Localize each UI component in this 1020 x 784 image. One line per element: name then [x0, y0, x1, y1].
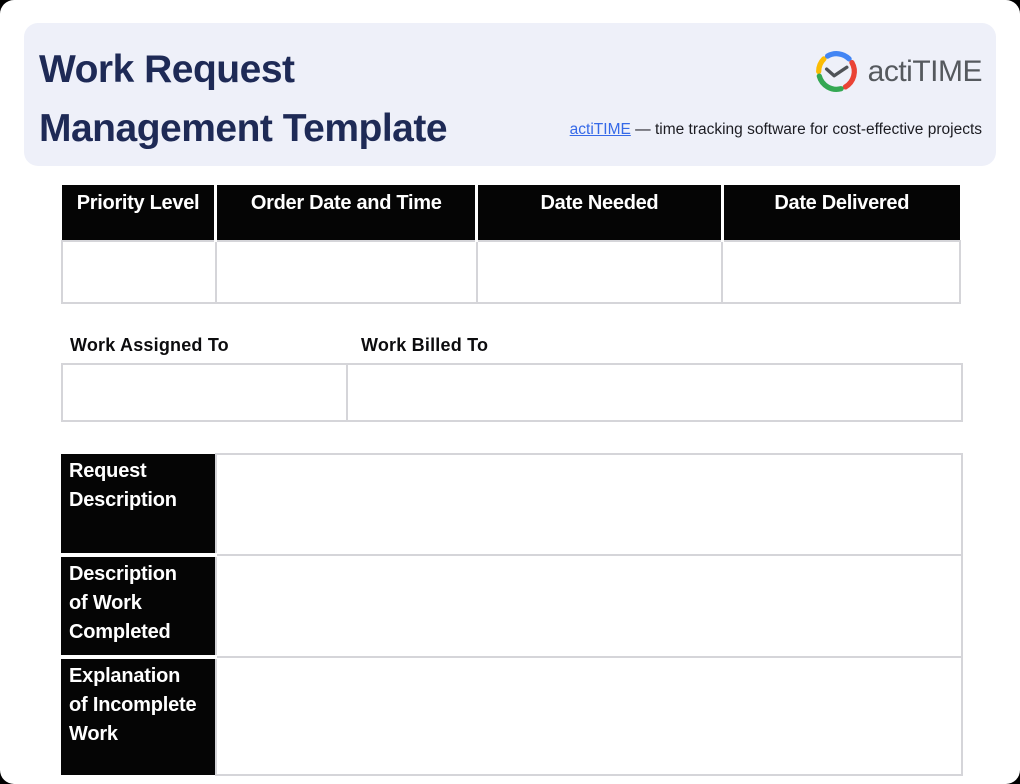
tagline: [570, 121, 982, 139]
column-header-date-delivered: Date Delivered: [722, 185, 960, 241]
date-delivered-cell[interactable]: [722, 241, 960, 303]
priority-table: [61, 185, 961, 304]
table-row: [62, 364, 962, 421]
work-assigned-to-label: Work Assigned To: [70, 335, 229, 355]
date-needed-cell[interactable]: [477, 241, 722, 303]
request-description-label: Request Description: [61, 454, 216, 555]
work-completed-description-label: Description of Work Completed: [61, 555, 216, 657]
actitime-clock-icon: [814, 49, 859, 94]
header-card: [24, 23, 996, 166]
request-description-cell[interactable]: [216, 454, 962, 555]
column-header-order-date-time: Order Date and Time: [216, 185, 477, 241]
actitime-link[interactable]: actiTIME: [569, 121, 631, 138]
table-row: [61, 454, 962, 555]
work-assigned-to-cell[interactable]: [62, 364, 347, 421]
template-body: [61, 185, 963, 776]
column-header-priority-level: Priority Level: [62, 185, 216, 241]
priority-level-cell[interactable]: [62, 241, 216, 303]
order-date-time-cell[interactable]: [216, 241, 477, 303]
table-row: [61, 555, 962, 657]
column-header-date-needed: Date Needed: [477, 185, 722, 241]
details-table: [61, 453, 963, 776]
work-billed-to-label: Work Billed To: [361, 335, 489, 355]
brand-logo: [814, 49, 982, 94]
incomplete-work-explanation-label: Explanation of Incomplete Work: [61, 657, 216, 775]
tagline-text: — time tracking software for cost-effective projects: [630, 121, 982, 138]
assignment-labels: [61, 335, 963, 356]
incomplete-work-explanation-cell[interactable]: [216, 657, 962, 775]
table-row: [61, 657, 962, 775]
work-completed-description-cell[interactable]: [216, 555, 962, 657]
brand-name: actiTIME: [867, 54, 982, 88]
assignment-table: [61, 363, 963, 422]
page-title: Work Request Management Template: [39, 48, 448, 150]
table-row: [62, 241, 960, 303]
work-billed-to-cell[interactable]: [347, 364, 962, 421]
